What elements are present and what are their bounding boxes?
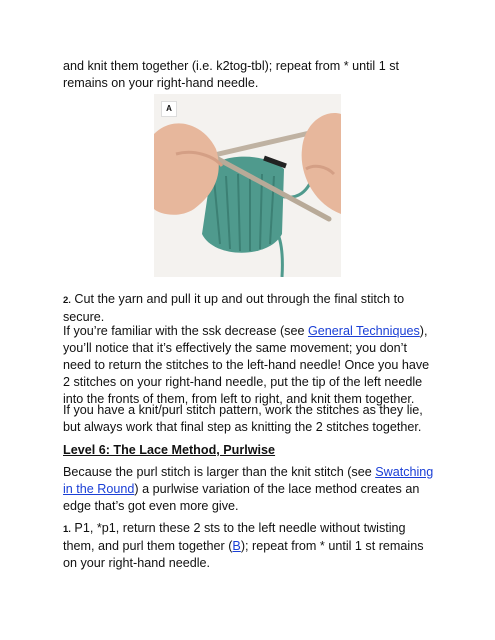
knitting-illustration: [154, 94, 341, 277]
paragraph-text: ) a purlwise variation of the lace method creates an edge that’s got even more give.: [63, 482, 420, 513]
knitting-photo: [154, 94, 341, 277]
paragraph-text: If you’re familiar with the ssk decrease (see: [63, 324, 308, 338]
photo-b-link[interactable]: B: [232, 539, 241, 553]
paragraph-text: Because the purl stitch is larger than the knit stitch (see: [63, 465, 376, 479]
swatching-in-the-round-link[interactable]: Swatching in the Round: [63, 465, 434, 496]
step-text: Cut the yarn and pull it up and out through the final stitch to secure.: [63, 292, 405, 324]
general-techniques-link[interactable]: General Techniques: [307, 324, 420, 338]
step-1: [63, 520, 438, 572]
paragraph-purl-intro: [63, 464, 438, 515]
paragraph-ssk-comparison: [63, 323, 438, 408]
step-text: ); repeat from * until 1 st remains on your right-hand needle.: [63, 539, 424, 570]
step-number: 2.: [63, 295, 71, 306]
step-2: [63, 291, 438, 326]
step-number: 1.: [63, 524, 71, 535]
paragraph-text: ), you’ll notice that it’s effectively the same movement; you don’t need to return the stitches to the left-hand needle! Once you have 2 stitches on your right-hand needle, put the tip of the left needle into the fronts of them, from left to right, and knit them together.: [63, 324, 430, 406]
paragraph-knit-purl-pattern: If you have a knit/purl stitch pattern, work the stitches as they lie, but always work that final step as knitting the 2 stitches together.: [63, 403, 423, 434]
section-heading: Level 6: The Lace Method, Purlwise: [63, 443, 276, 457]
paragraph-continued: and knit them together (i.e. k2tog-tbl); repeat from * until 1 st remains on your right-hand needle.: [63, 59, 399, 90]
photo-label-badge: A: [161, 101, 177, 117]
step-text: P1, *p1, return these 2 sts to the left needle without twisting them, and purl them together (: [63, 521, 406, 553]
